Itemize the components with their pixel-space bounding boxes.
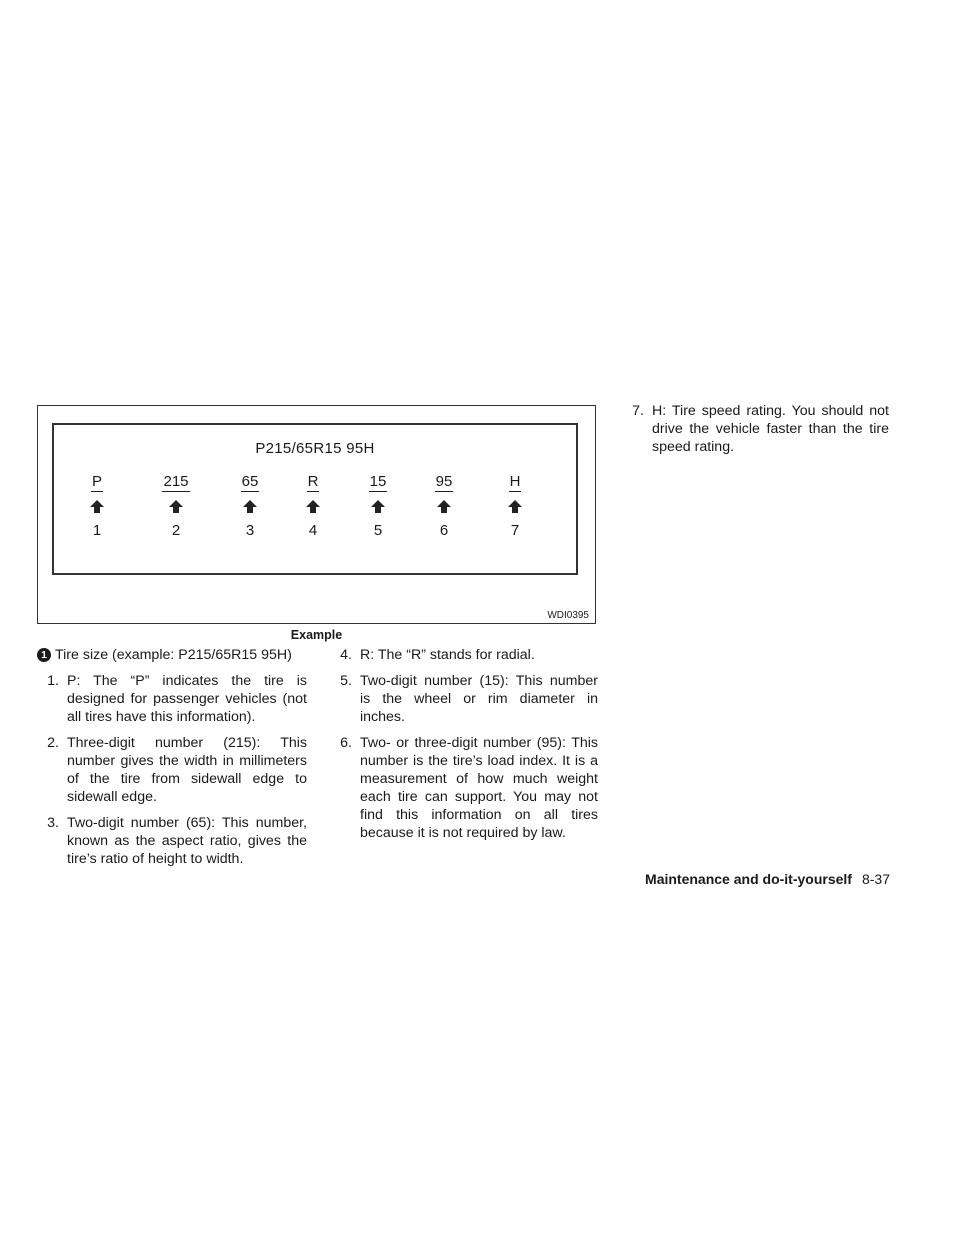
figure-caption: Example (290, 628, 343, 642)
segment-code: 65 (241, 473, 259, 490)
column-right (622, 402, 889, 464)
list-item (330, 672, 598, 726)
segment-95 (414, 473, 474, 539)
list-item (622, 402, 889, 456)
list-item-text: P: The “P” indicates the tire is designed for passenger vehicles (not all tires have this information). (67, 673, 307, 725)
segment-h (485, 473, 545, 539)
list-item (37, 734, 307, 806)
list-item-number: 2. (47, 735, 59, 751)
list-item-text: Two-digit number (15): This number is the wheel or rim diameter in inches. (360, 673, 598, 725)
footer-section-title: Maintenance and do-it-yourself (645, 871, 852, 887)
list-item-text: Three-digit number (215): This number gives the width in millimeters of the tire from sidewall edge to sidewall edge. (67, 735, 307, 805)
segment-code: H (509, 473, 521, 490)
segment-215 (146, 473, 206, 539)
segment-number: 5 (373, 522, 383, 539)
segment-number: 4 (308, 522, 318, 539)
page-footer (645, 871, 890, 887)
column-left (37, 646, 307, 876)
list-item-text: R: The “R” stands for radial. (360, 647, 535, 663)
list-item (330, 646, 598, 664)
up-arrow-icon (243, 500, 257, 513)
tire-size-heading-text: Tire size (example: P215/65R15 95H) (55, 647, 292, 663)
list-item-number: 6. (340, 735, 352, 751)
segment-number: 2 (171, 522, 181, 539)
list-item (330, 734, 598, 842)
segment-65 (220, 473, 280, 539)
list-item-text: Two- or three-digit number (95): This number is the tire’s load index. It is a measurement of how much weight each tire can support. You may not find this information on all tires because it is not required by law. (360, 735, 598, 841)
list-item-number: 7. (632, 403, 644, 419)
segment-number: 6 (439, 522, 449, 539)
up-arrow-icon (306, 500, 320, 513)
column-middle (330, 646, 598, 850)
segment-code: P (91, 473, 102, 490)
segment-code: 95 (435, 473, 453, 490)
up-arrow-icon (508, 500, 522, 513)
up-arrow-icon (437, 500, 451, 513)
list-item-number: 1. (47, 673, 59, 689)
list-item-number: 3. (47, 815, 59, 831)
list-item-text: Two-digit number (65): This number, known as the aspect ratio, gives the tire’s ratio of height to width. (67, 815, 307, 867)
tire-size-figure (37, 405, 596, 624)
segment-15 (348, 473, 408, 539)
up-arrow-icon (90, 500, 104, 513)
tire-code-text: P215/65R15 95H (255, 440, 375, 457)
tire-size-heading (37, 646, 307, 664)
segment-code: R (307, 473, 319, 490)
up-arrow-icon (371, 500, 385, 513)
list-item-number: 5. (340, 673, 352, 689)
segment-r (283, 473, 343, 539)
list-item-text: H: Tire speed rating. You should not drive the vehicle faster than the tire speed rating. (652, 403, 889, 455)
segment-number: 3 (245, 522, 255, 539)
segment-code: 15 (369, 473, 387, 490)
segment-number: 7 (510, 522, 520, 539)
list-item (37, 814, 307, 868)
segment-number: 1 (92, 522, 102, 539)
figure-id: WDI0395 (547, 610, 589, 621)
segment-p (67, 473, 127, 539)
circled-number-icon: 1 (37, 648, 51, 662)
list-item-number: 4. (340, 647, 352, 663)
up-arrow-icon (169, 500, 183, 513)
page-number: 8-37 (861, 871, 890, 887)
list-item (37, 672, 307, 726)
segment-code: 215 (163, 473, 189, 490)
tire-code-panel (52, 423, 578, 575)
